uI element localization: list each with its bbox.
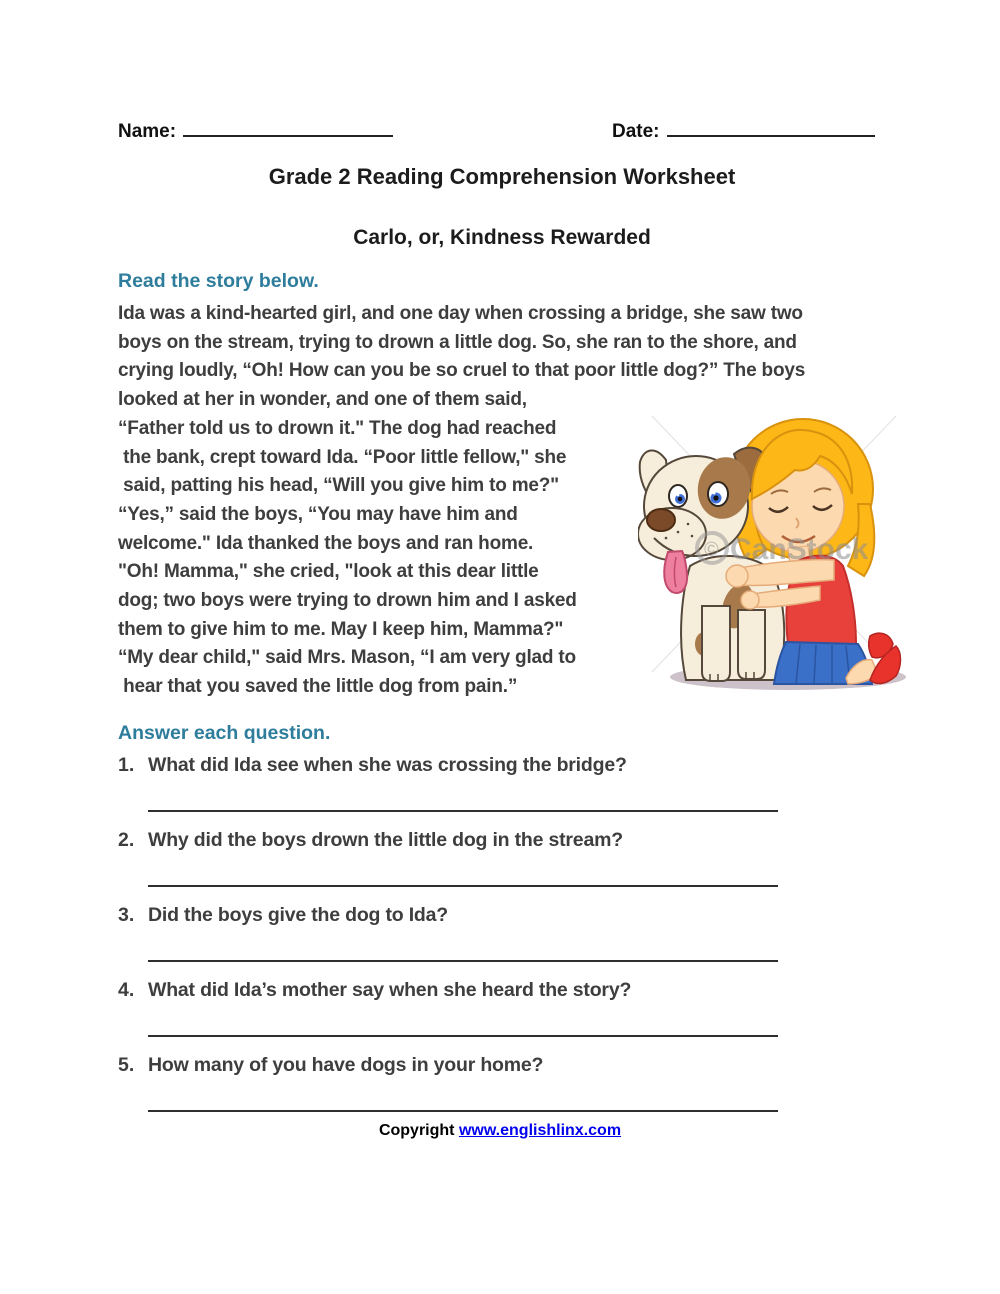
question-number: 2. [118,829,135,851]
question-text: Why did the boys drown the little dog in the stream? [148,829,623,851]
question-row [118,1053,886,1077]
story-line: said, patting his head, “Will you give him to me?" [118,475,559,497]
story-line: boys on the stream, trying to drown a little dog. So, she ran to the shore, and [118,331,797,353]
question-number: 3. [118,904,135,926]
answer-line [148,885,778,887]
question-row [118,903,886,927]
question-item [118,753,886,812]
footer [0,1122,1000,1140]
questions-section-heading: Answer each question. [118,722,331,744]
story-line: welcome." Ida thanked the boys and ran home. [118,532,534,554]
question-number: 4. [118,979,135,1001]
name-field-group [118,118,393,143]
question-item [118,978,886,1037]
story-section-heading: Read the story below. [118,270,319,292]
story-line: "Oh! Mamma," she cried, "look at this dear little [118,561,539,583]
question-row [118,753,886,777]
question-text: What did Ida see when she was crossing the bridge? [148,754,627,776]
story-line: Ida was a kind-hearted girl, and one day when crossing a bridge, she saw two [118,303,803,324]
answer-line [148,1110,778,1112]
story-line: dog; two boys were trying to drown him and I asked [118,590,577,612]
story-line: “My dear child," said Mrs. Mason, “I am very glad to [118,647,576,669]
question-text: Did the boys give the dog to Ida? [148,904,448,926]
watermark-symbol: © [704,539,719,561]
watermark-text: CanStock [730,533,869,566]
question-number: 1. [118,754,135,776]
story-title: Carlo, or, Kindness Rewarded [353,226,651,249]
question-item [118,828,886,887]
question-number: 5. [118,1054,135,1076]
answer-line [148,960,778,962]
answer-line [148,810,778,812]
question-text: How many of you have dogs in your home? [148,1054,544,1076]
story-line: “Yes,” said the boys, “You may have him and [118,503,518,525]
date-blank-line [667,118,875,137]
story-line: crying loudly, “Oh! How can you be so cruel to that poor little dog?” The boys [118,360,806,382]
question-row [118,828,886,852]
story-line: hear that you saved the little dog from pain.” [118,676,518,698]
name-date-row [118,118,886,144]
story-line: the bank, crept toward Ida. “Poor little fellow," she [118,446,567,468]
story-line: them to give him to me. May I keep him, Mamma?" [118,618,564,640]
question-text: What did Ida’s mother say when she heard the story? [148,979,632,1001]
date-field-group [612,118,875,143]
date-label: Date: [612,121,660,142]
name-label: Name: [118,121,177,142]
story-line: looked at her in wonder, and one of them said, [118,389,527,411]
girl-hugging-dog-illustration [638,394,910,694]
question-item [118,1053,886,1112]
copyright-label: Copyright [378,1122,459,1139]
question-row [118,978,886,1002]
question-item [118,903,886,962]
answer-line [148,1035,778,1037]
story-line: “Father told us to drown it." The dog had reached [118,417,557,439]
page-title: Grade 2 Reading Comprehension Worksheet [268,164,736,189]
questions-section [118,722,886,1128]
copyright-link[interactable]: www.englishlinx.com [458,1122,622,1139]
name-blank-line [183,118,393,137]
